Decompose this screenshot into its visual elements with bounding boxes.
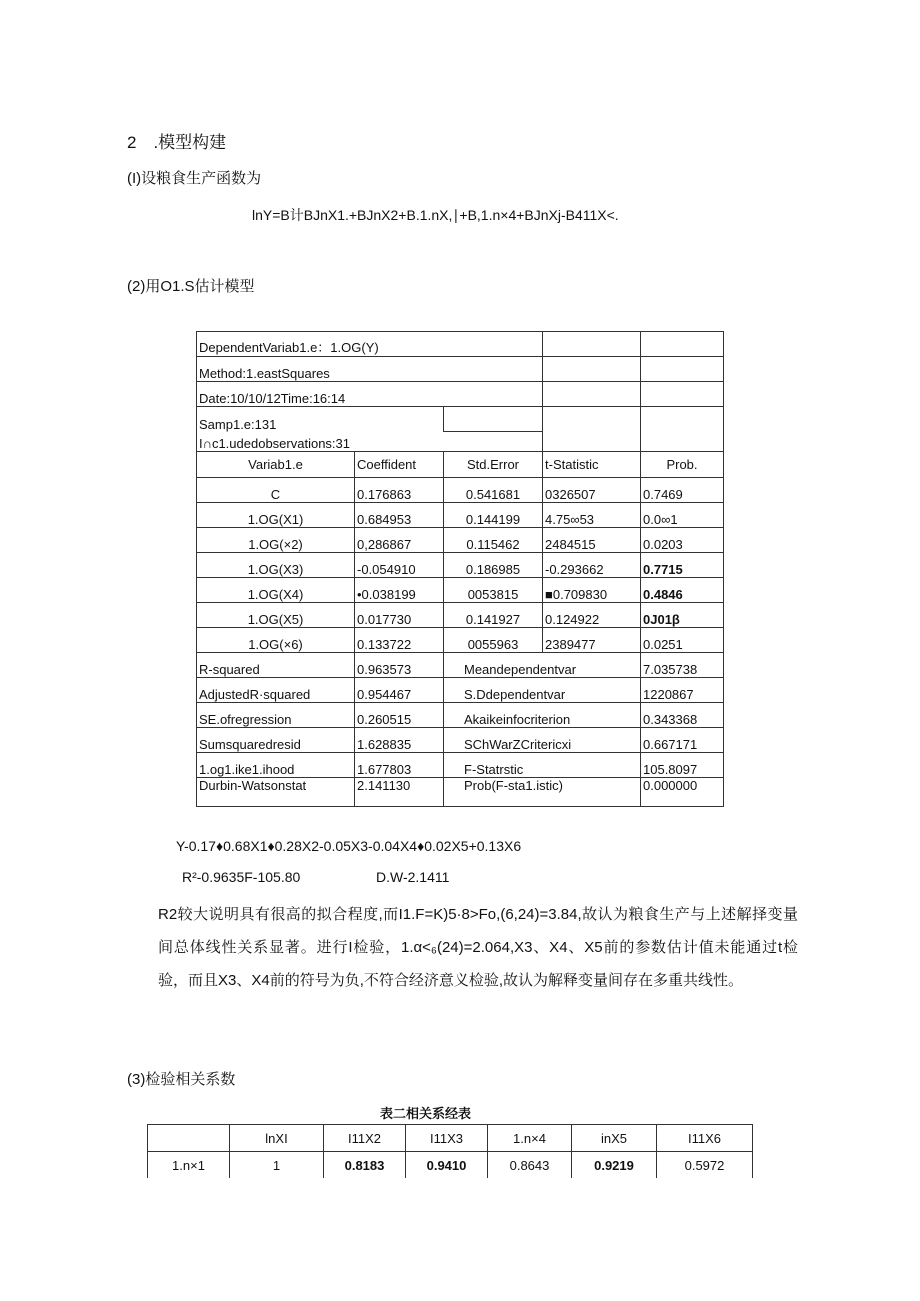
correlation-header-row: lnXI I11X2 I11X3 1.n×4 inX5 I11X6 — [148, 1125, 753, 1152]
coefficient-row: 1.OG(×2) 0,286867 0.115462 2484515 0.0203 — [197, 528, 724, 553]
statistics-row: Sumsquaredresid 1.628835 SChWarZCritericxi 0.667171 — [197, 728, 724, 753]
statistics-row: Durbin-Watsonstat 2.141130 Prob(F-sta1.istic) 0.000000 — [197, 778, 724, 807]
included-observations: I∩c1.udedobservations:31 — [197, 432, 543, 452]
coefficient-row: 1.OG(X3) -0.054910 0.186985 -0.293662 0.7715 — [197, 553, 724, 578]
correlation-table — [147, 1124, 753, 1178]
statistics-row: SE.ofregression 0.260515 Akaikeinfocriterion 0.343368 — [197, 703, 724, 728]
column-header: Prob. — [641, 452, 724, 478]
column-header: Std.Error — [444, 452, 543, 478]
analysis-paragraph: R2较大说明具有很高的拟合程度,而I1.F=K)5·8>Fo,(6,24)=3.84,故认为粮食生产与上述解择变量间总体线性关系显著。进行I检验，1.α<₆(24)=2.064,X3、X4、X5前的参数估计值未能通过t检验，而且X3、X4前的符号为负,不符合经济意义检验,故认为解释变量间存在多重共线性。 — [158, 906, 798, 989]
column-header: Variab1.e — [197, 452, 355, 478]
coefficient-row: 1.OG(X5) 0.017730 0.141927 0.124922 0J01β — [197, 603, 724, 628]
column-header: t-Statistic — [543, 452, 641, 478]
regression-header-row — [197, 357, 724, 382]
coefficient-row: 1.OG(X1) 0.684953 0.144199 4.75∞53 0.0∞1 — [197, 503, 724, 528]
fit-stats-r2-f: R²-0.9635F-105.80 — [182, 869, 301, 885]
coefficient-row: C 0.176863 0.541681 0326507 0.7469 — [197, 478, 724, 503]
regression-table — [196, 331, 724, 807]
statistics-row: AdjustedR·squared 0.954467 S.Ddependentvar 1220867 — [197, 678, 724, 703]
production-function: lnY=B计BJnX1.+BJnX2+B.1.nX,∣+B,1.n×4+BJnXj-B411X<. — [252, 207, 619, 223]
fit-stats-dw: D.W-2.1411 — [376, 869, 450, 885]
fitted-equation: Y-0.17♦0.68X1♦0.28X2-0.05X3-0.04X4♦0.02X5+0.13X6 — [176, 838, 522, 854]
regression-header-row — [197, 332, 724, 357]
dependent-variable: DependentVariab1.e：1.OG(Y) — [197, 332, 543, 357]
correlation-caption: 表二相关系经表 — [380, 1106, 472, 1121]
step3-label: (3)检验相关系数 — [127, 1071, 236, 1088]
date-time: Date:10/10/12Time:16:14 — [197, 382, 543, 407]
coefficient-row: 1.OG(×6) 0.133722 0055963 2389477 0.0251 — [197, 628, 724, 653]
statistics-row: R-squared 0.963573 Meandependentvar 7.035738 — [197, 653, 724, 678]
regression-header-row — [197, 407, 724, 432]
section-heading: 2 .模型构建 — [127, 133, 227, 152]
method: Method:1.eastSquares — [197, 357, 543, 382]
sample: Samp1.e:131 — [197, 407, 444, 432]
regression-column-headers — [197, 452, 724, 478]
statistics-row: 1.og1.ike1.ihood 1.677803 F-Statrstic 105.8097 — [197, 753, 724, 778]
step1-label: (I)设粮食生产函数为 — [127, 170, 262, 187]
column-header: Coeffident — [355, 452, 444, 478]
correlation-row: 1.n×1 1 0.8183 0.9410 0.8643 0.9219 0.5972 — [148, 1152, 753, 1179]
regression-header-row — [197, 382, 724, 407]
step2-label: (2)用O1.S估计模型 — [127, 278, 255, 295]
coefficient-row: 1.OG(X4) •0.038199 0053815 ■0.709830 0.4846 — [197, 578, 724, 603]
